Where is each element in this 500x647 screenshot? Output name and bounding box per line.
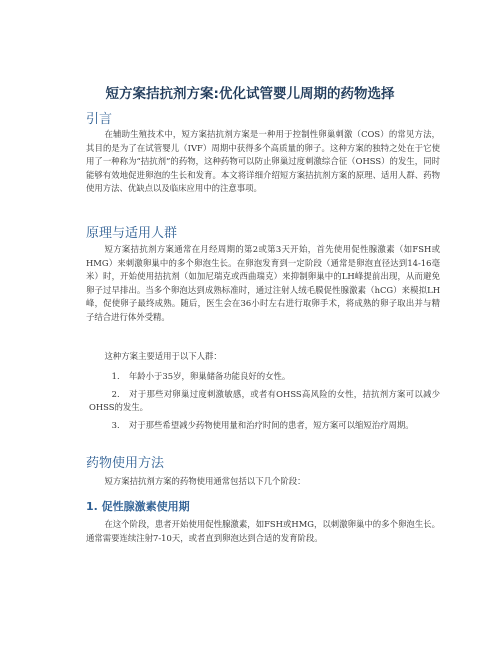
list-item-text: 对于那些希望减少药物使用量和治疗时间的患者，短方案可以缩短治疗周期。 (128, 419, 414, 430)
principle-heading: 原理与适用人群 (86, 226, 178, 241)
usage-paragraph: 短方案拮抗剂方案的药物使用通常包括以下几个阶段： (104, 476, 306, 486)
intro-paragraph: 在辅助生殖技术中，短方案拮抗剂方案是一种用于控制性卵巢刺激（COS）的常见方法，其目的是为了在试管婴儿（IVF）周期中获得多个高质量的卵子。这种方案的独特之处在于它使用了一种称为“拮抗剂”的药物，这种药物可以防止卵巢过度刺激综合征（OHSS）的发生，同时能够有效地促进卵泡的生长和发育。本文将详细介绍短方案拮抗剂方案的原理、适用人群、药物使用方法、优缺点以及临床应用中的注意事项。 (86, 129, 440, 194)
list-item-number: 3. (111, 419, 120, 430)
audience-list-intro: 这种方案主要适用于以下人群： (104, 351, 222, 361)
list-item (86, 370, 440, 384)
intro-heading: 引言 (86, 112, 113, 127)
list-item (86, 419, 440, 433)
list-item-text: 年龄小于35岁，卵巢储备功能良好的女性。 (128, 371, 291, 381)
audience-list (86, 370, 440, 436)
gonadotropin-phase-paragraph: 在这个阶段，患者开始使用促性腺激素，如FSH或HMG，以刺激卵巢中的多个卵泡生长。通常需要连续注射7-10天，或者直到卵泡达到合适的发育阶段。 (86, 519, 440, 543)
usage-heading: 药物使用方法 (86, 456, 165, 471)
list-item-number: 2. (111, 388, 120, 399)
list-item-text: 对于那些对卵巢过度刺激敏感，或者有OHSS高风险的女性，拮抗剂方案可以减少OHSS的发生。 (89, 388, 440, 413)
principle-paragraph: 短方案拮抗剂方案通常在月经周期的第2或第3天开始，首先使用促性腺激素（如FSH或HMG）来刺激卵巢中的多个卵泡生长。在卵泡发育到一定阶段（通常是卵泡直径达到14-16毫米）时，开始使用拮抗剂（如加尼瑞克或西曲瑞克）来抑制卵巢中的LH峰提前出现，从而避免卵子过早排出。当多个卵泡达到成熟标准时，通过注射人绒毛膜促性腺激素（hCG）来模拟LH峰，促使卵子最终成熟。随后，医生会在36小时左右进行取卵手术，将成熟的卵子取出并与精子结合进行体外受精。 (86, 244, 440, 322)
list-item (86, 388, 440, 415)
gonadotropin-phase-heading: 1. 促性腺激素使用期 (86, 500, 190, 513)
list-item-number: 1. (111, 371, 120, 381)
document-title: 短方案拮抗剂方案:优化试管婴儿周期的药物选择 (105, 86, 395, 102)
